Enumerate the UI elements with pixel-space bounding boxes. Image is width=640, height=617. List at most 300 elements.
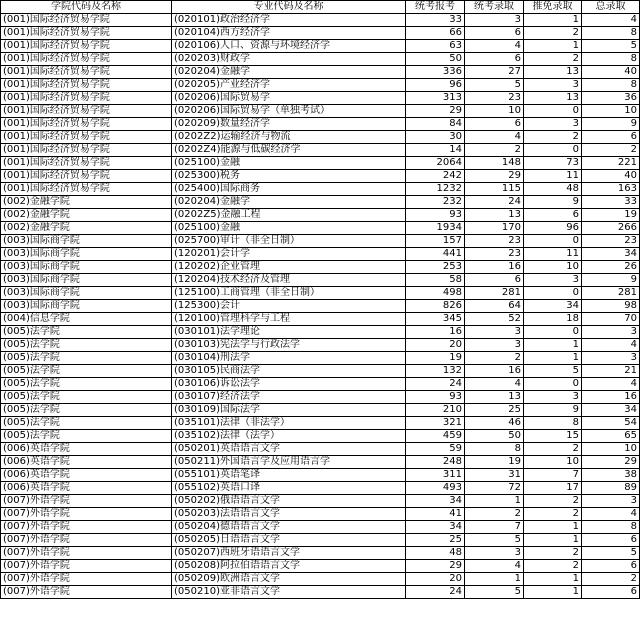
exam-applicants-cell: 59 (406, 443, 465, 456)
table-row (1, 79, 640, 92)
exam-admitted-cell: 170 (465, 222, 524, 235)
recommended-admitted-cell: 18 (524, 313, 582, 326)
major-cell: (035102)法律（法学） (172, 430, 406, 443)
college-cell: (007)外语学院 (1, 534, 172, 547)
total-admitted-cell: 10 (582, 443, 640, 456)
total-admitted-cell: 9 (582, 118, 640, 131)
header-major: 专业代码及名称 (172, 1, 406, 14)
recommended-admitted-cell: 2 (524, 443, 582, 456)
exam-admitted-cell: 3 (465, 547, 524, 560)
major-cell: (050209)欧洲语言文学 (172, 573, 406, 586)
college-cell: (005)法学院 (1, 404, 172, 417)
table-row (1, 443, 640, 456)
table-row (1, 534, 640, 547)
total-admitted-cell: 98 (582, 300, 640, 313)
college-cell: (005)法学院 (1, 378, 172, 391)
total-admitted-cell: 3 (582, 495, 640, 508)
exam-admitted-cell: 25 (465, 404, 524, 417)
table-row (1, 469, 640, 482)
major-cell: (050205)日语语言文学 (172, 534, 406, 547)
table-row (1, 131, 640, 144)
table-row (1, 547, 640, 560)
exam-applicants-cell: 345 (406, 313, 465, 326)
major-cell: (050211)外国语言学及应用语言学 (172, 456, 406, 469)
exam-admitted-cell: 50 (465, 430, 524, 443)
college-cell: (004)信息学院 (1, 313, 172, 326)
college-cell: (001)国际经济贸易学院 (1, 53, 172, 66)
major-cell: (020204)金融学 (172, 196, 406, 209)
exam-applicants-cell: 311 (406, 469, 465, 482)
exam-applicants-cell: 24 (406, 586, 465, 599)
exam-admitted-cell: 13 (465, 391, 524, 404)
total-admitted-cell: 38 (582, 469, 640, 482)
total-admitted-cell: 40 (582, 170, 640, 183)
total-admitted-cell: 2 (582, 144, 640, 157)
college-cell: (007)外语学院 (1, 495, 172, 508)
total-admitted-cell: 9 (582, 274, 640, 287)
exam-admitted-cell: 5 (465, 79, 524, 92)
exam-admitted-cell: 13 (465, 209, 524, 222)
exam-applicants-cell: 63 (406, 40, 465, 53)
exam-admitted-cell: 6 (465, 118, 524, 131)
recommended-admitted-cell: 1 (524, 521, 582, 534)
college-cell: (005)法学院 (1, 326, 172, 339)
total-admitted-cell: 34 (582, 248, 640, 261)
exam-applicants-cell: 19 (406, 352, 465, 365)
table-row (1, 157, 640, 170)
table-row (1, 248, 640, 261)
exam-applicants-cell: 41 (406, 508, 465, 521)
recommended-admitted-cell: 1 (524, 339, 582, 352)
major-cell: (120204)技术经济及管理 (172, 274, 406, 287)
major-cell: (050207)西班牙语语言文学 (172, 547, 406, 560)
recommended-admitted-cell: 0 (524, 235, 582, 248)
exam-admitted-cell: 3 (465, 326, 524, 339)
recommended-admitted-cell: 34 (524, 300, 582, 313)
major-cell: (050210)亚非语言文学 (172, 586, 406, 599)
major-cell: (025100)金融 (172, 222, 406, 235)
recommended-admitted-cell: 3 (524, 118, 582, 131)
major-cell: (025700)审计（非全日制） (172, 235, 406, 248)
exam-applicants-cell: 50 (406, 53, 465, 66)
table-row (1, 456, 640, 469)
recommended-admitted-cell: 11 (524, 170, 582, 183)
major-cell: (050202)俄语语言文学 (172, 495, 406, 508)
exam-admitted-cell: 10 (465, 105, 524, 118)
exam-admitted-cell: 24 (465, 196, 524, 209)
table-row (1, 404, 640, 417)
exam-applicants-cell: 24 (406, 378, 465, 391)
table-row (1, 339, 640, 352)
total-admitted-cell: 281 (582, 287, 640, 300)
college-cell: (007)外语学院 (1, 560, 172, 573)
recommended-admitted-cell: 3 (524, 79, 582, 92)
exam-applicants-cell: 336 (406, 66, 465, 79)
exam-admitted-cell: 16 (465, 261, 524, 274)
exam-admitted-cell: 64 (465, 300, 524, 313)
major-cell: (0202Z4)能源与低碳经济学 (172, 144, 406, 157)
major-cell: (030101)法学理论 (172, 326, 406, 339)
table-row (1, 573, 640, 586)
total-admitted-cell: 8 (582, 27, 640, 40)
exam-applicants-cell: 96 (406, 79, 465, 92)
exam-applicants-cell: 493 (406, 482, 465, 495)
college-cell: (005)法学院 (1, 365, 172, 378)
table-row (1, 430, 640, 443)
exam-applicants-cell: 253 (406, 261, 465, 274)
college-cell: (007)外语学院 (1, 586, 172, 599)
recommended-admitted-cell: 7 (524, 469, 582, 482)
exam-applicants-cell: 29 (406, 560, 465, 573)
major-cell: (020206)国际贸易学 (172, 92, 406, 105)
table-row (1, 352, 640, 365)
recommended-admitted-cell: 1 (524, 352, 582, 365)
recommended-admitted-cell: 13 (524, 92, 582, 105)
exam-applicants-cell: 132 (406, 365, 465, 378)
exam-admitted-cell: 23 (465, 235, 524, 248)
total-admitted-cell: 21 (582, 365, 640, 378)
recommended-admitted-cell: 0 (524, 326, 582, 339)
exam-admitted-cell: 31 (465, 469, 524, 482)
table-row (1, 508, 640, 521)
exam-applicants-cell: 33 (406, 14, 465, 27)
table-row (1, 378, 640, 391)
major-cell: (025400)国际商务 (172, 183, 406, 196)
college-cell: (003)国际商学院 (1, 274, 172, 287)
table-row (1, 53, 640, 66)
college-cell: (001)国际经济贸易学院 (1, 170, 172, 183)
table-row (1, 144, 640, 157)
table-row (1, 40, 640, 53)
table-row (1, 27, 640, 40)
total-admitted-cell: 89 (582, 482, 640, 495)
exam-applicants-cell: 459 (406, 430, 465, 443)
recommended-admitted-cell: 5 (524, 365, 582, 378)
exam-admitted-cell: 2 (465, 508, 524, 521)
exam-applicants-cell: 826 (406, 300, 465, 313)
total-admitted-cell: 4 (582, 339, 640, 352)
total-admitted-cell: 34 (582, 404, 640, 417)
total-admitted-cell: 65 (582, 430, 640, 443)
college-cell: (001)国际经济贸易学院 (1, 183, 172, 196)
exam-admitted-cell: 5 (465, 534, 524, 547)
major-cell: (050203)法语语言文学 (172, 508, 406, 521)
exam-admitted-cell: 4 (465, 40, 524, 53)
recommended-admitted-cell: 17 (524, 482, 582, 495)
college-cell: (001)国际经济贸易学院 (1, 79, 172, 92)
college-cell: (002)金融学院 (1, 209, 172, 222)
major-cell: (030109)国际法学 (172, 404, 406, 417)
recommended-admitted-cell: 1 (524, 40, 582, 53)
recommended-admitted-cell: 3 (524, 274, 582, 287)
recommended-admitted-cell: 15 (524, 430, 582, 443)
exam-applicants-cell: 84 (406, 118, 465, 131)
exam-applicants-cell: 14 (406, 144, 465, 157)
major-cell: (025100)金融 (172, 157, 406, 170)
recommended-admitted-cell: 10 (524, 261, 582, 274)
table-row (1, 417, 640, 430)
exam-admitted-cell: 3 (465, 339, 524, 352)
exam-applicants-cell: 2064 (406, 157, 465, 170)
college-cell: (003)国际商学院 (1, 261, 172, 274)
total-admitted-cell: 6 (582, 534, 640, 547)
major-cell: (055101)英语笔译 (172, 469, 406, 482)
total-admitted-cell: 5 (582, 40, 640, 53)
total-admitted-cell: 40 (582, 66, 640, 79)
exam-admitted-cell: 2 (465, 352, 524, 365)
college-cell: (001)国际经济贸易学院 (1, 144, 172, 157)
header-total-admitted: 总录取 (582, 1, 640, 14)
total-admitted-cell: 23 (582, 235, 640, 248)
table-row (1, 261, 640, 274)
major-cell: (0202Z5)金融工程 (172, 209, 406, 222)
exam-admitted-cell: 52 (465, 313, 524, 326)
exam-admitted-cell: 16 (465, 365, 524, 378)
exam-admitted-cell: 6 (465, 274, 524, 287)
total-admitted-cell: 6 (582, 586, 640, 599)
table-row (1, 235, 640, 248)
total-admitted-cell: 5 (582, 547, 640, 560)
college-cell: (002)金融学院 (1, 222, 172, 235)
exam-applicants-cell: 1934 (406, 222, 465, 235)
college-cell: (005)法学院 (1, 391, 172, 404)
total-admitted-cell: 8 (582, 521, 640, 534)
total-admitted-cell: 10 (582, 105, 640, 118)
college-cell: (007)外语学院 (1, 573, 172, 586)
recommended-admitted-cell: 8 (524, 417, 582, 430)
major-cell: (125300)会计 (172, 300, 406, 313)
recommended-admitted-cell: 9 (524, 196, 582, 209)
college-cell: (006)英语学院 (1, 469, 172, 482)
major-cell: (030106)诉讼法学 (172, 378, 406, 391)
recommended-admitted-cell: 1 (524, 534, 582, 547)
total-admitted-cell: 33 (582, 196, 640, 209)
table-row (1, 105, 640, 118)
major-cell: (030105)民商法学 (172, 365, 406, 378)
table-row (1, 495, 640, 508)
table-row (1, 183, 640, 196)
exam-applicants-cell: 248 (406, 456, 465, 469)
college-cell: (006)英语学院 (1, 482, 172, 495)
college-cell: (003)国际商学院 (1, 300, 172, 313)
exam-applicants-cell: 20 (406, 573, 465, 586)
major-cell: (020101)政治经济学 (172, 14, 406, 27)
exam-applicants-cell: 242 (406, 170, 465, 183)
exam-admitted-cell: 1 (465, 495, 524, 508)
exam-applicants-cell: 34 (406, 495, 465, 508)
exam-applicants-cell: 1232 (406, 183, 465, 196)
exam-applicants-cell: 93 (406, 391, 465, 404)
total-admitted-cell: 266 (582, 222, 640, 235)
header-exam-applicants: 统考报考 (406, 1, 465, 14)
major-cell: (030104)刑法学 (172, 352, 406, 365)
recommended-admitted-cell: 73 (524, 157, 582, 170)
table-row (1, 560, 640, 573)
table-row (1, 170, 640, 183)
exam-applicants-cell: 441 (406, 248, 465, 261)
table-body (1, 14, 640, 599)
exam-admitted-cell: 3 (465, 14, 524, 27)
major-cell: (120201)会计学 (172, 248, 406, 261)
table-row (1, 521, 640, 534)
college-cell: (001)国际经济贸易学院 (1, 14, 172, 27)
table-row (1, 209, 640, 222)
exam-admitted-cell: 4 (465, 560, 524, 573)
recommended-admitted-cell: 2 (524, 53, 582, 66)
recommended-admitted-cell: 2 (524, 27, 582, 40)
college-cell: (001)国际经济贸易学院 (1, 40, 172, 53)
recommended-admitted-cell: 9 (524, 404, 582, 417)
total-admitted-cell: 36 (582, 92, 640, 105)
table-row (1, 66, 640, 79)
total-admitted-cell: 4 (582, 14, 640, 27)
exam-applicants-cell: 29 (406, 105, 465, 118)
total-admitted-cell: 29 (582, 456, 640, 469)
recommended-admitted-cell: 2 (524, 508, 582, 521)
total-admitted-cell: 4 (582, 508, 640, 521)
total-admitted-cell: 8 (582, 79, 640, 92)
recommended-admitted-cell: 48 (524, 183, 582, 196)
exam-admitted-cell: 72 (465, 482, 524, 495)
major-cell: (020204)金融学 (172, 66, 406, 79)
major-cell: (050201)英语语言文学 (172, 443, 406, 456)
college-cell: (001)国际经济贸易学院 (1, 105, 172, 118)
total-admitted-cell: 16 (582, 391, 640, 404)
college-cell: (003)国际商学院 (1, 235, 172, 248)
college-cell: (003)国际商学院 (1, 287, 172, 300)
exam-admitted-cell: 2 (465, 144, 524, 157)
recommended-admitted-cell: 6 (524, 209, 582, 222)
total-admitted-cell: 8 (582, 53, 640, 66)
table-row (1, 118, 640, 131)
total-admitted-cell: 54 (582, 417, 640, 430)
exam-admitted-cell: 29 (465, 170, 524, 183)
exam-applicants-cell: 313 (406, 92, 465, 105)
exam-admitted-cell: 46 (465, 417, 524, 430)
table-row (1, 391, 640, 404)
exam-admitted-cell: 7 (465, 521, 524, 534)
total-admitted-cell: 3 (582, 352, 640, 365)
exam-admitted-cell: 281 (465, 287, 524, 300)
recommended-admitted-cell: 1 (524, 586, 582, 599)
college-cell: (005)法学院 (1, 430, 172, 443)
college-cell: (002)金融学院 (1, 196, 172, 209)
college-cell: (006)英语学院 (1, 443, 172, 456)
header-college: 学院代码及名称 (1, 1, 172, 14)
exam-admitted-cell: 6 (465, 27, 524, 40)
college-cell: (007)外语学院 (1, 547, 172, 560)
total-admitted-cell: 2 (582, 573, 640, 586)
college-cell: (001)国际经济贸易学院 (1, 66, 172, 79)
exam-admitted-cell: 5 (465, 586, 524, 599)
exam-admitted-cell: 4 (465, 378, 524, 391)
exam-admitted-cell: 6 (465, 53, 524, 66)
major-cell: (050204)德语语言文学 (172, 521, 406, 534)
college-cell: (001)国际经济贸易学院 (1, 157, 172, 170)
table-row (1, 300, 640, 313)
major-cell: (025300)税务 (172, 170, 406, 183)
exam-applicants-cell: 48 (406, 547, 465, 560)
recommended-admitted-cell: 0 (524, 378, 582, 391)
exam-applicants-cell: 93 (406, 209, 465, 222)
college-cell: (007)外语学院 (1, 521, 172, 534)
recommended-admitted-cell: 2 (524, 547, 582, 560)
major-cell: (125100)工商管理（非全日制） (172, 287, 406, 300)
header-exam-admitted: 统考录取 (465, 1, 524, 14)
exam-applicants-cell: 321 (406, 417, 465, 430)
total-admitted-cell: 221 (582, 157, 640, 170)
total-admitted-cell: 3 (582, 326, 640, 339)
total-admitted-cell: 70 (582, 313, 640, 326)
exam-admitted-cell: 19 (465, 456, 524, 469)
college-cell: (001)国际经济贸易学院 (1, 27, 172, 40)
recommended-admitted-cell: 0 (524, 144, 582, 157)
exam-applicants-cell: 58 (406, 274, 465, 287)
college-cell: (006)英语学院 (1, 456, 172, 469)
exam-applicants-cell: 157 (406, 235, 465, 248)
college-cell: (005)法学院 (1, 352, 172, 365)
exam-applicants-cell: 66 (406, 27, 465, 40)
total-admitted-cell: 163 (582, 183, 640, 196)
table-row (1, 482, 640, 495)
recommended-admitted-cell: 3 (524, 391, 582, 404)
recommended-admitted-cell: 1 (524, 573, 582, 586)
exam-applicants-cell: 34 (406, 521, 465, 534)
total-admitted-cell: 6 (582, 560, 640, 573)
recommended-admitted-cell: 2 (524, 495, 582, 508)
major-cell: (020104)西方经济学 (172, 27, 406, 40)
exam-applicants-cell: 232 (406, 196, 465, 209)
major-cell: (0202Z2)运输经济与物流 (172, 131, 406, 144)
exam-admitted-cell: 1 (465, 573, 524, 586)
major-cell: (020203)财政学 (172, 53, 406, 66)
college-cell: (007)外语学院 (1, 508, 172, 521)
major-cell: (055102)英语口译 (172, 482, 406, 495)
table-row (1, 326, 640, 339)
recommended-admitted-cell: 0 (524, 287, 582, 300)
table-row (1, 313, 640, 326)
major-cell: (035101)法律（非法学） (172, 417, 406, 430)
exam-applicants-cell: 20 (406, 339, 465, 352)
table-row (1, 222, 640, 235)
exam-applicants-cell: 210 (406, 404, 465, 417)
college-cell: (001)国际经济贸易学院 (1, 131, 172, 144)
college-cell: (005)法学院 (1, 417, 172, 430)
exam-admitted-cell: 8 (465, 443, 524, 456)
major-cell: (030103)宪法学与行政法学 (172, 339, 406, 352)
recommended-admitted-cell: 96 (524, 222, 582, 235)
major-cell: (120202)企业管理 (172, 261, 406, 274)
college-cell: (005)法学院 (1, 339, 172, 352)
table-row (1, 92, 640, 105)
recommended-admitted-cell: 10 (524, 456, 582, 469)
college-cell: (001)国际经济贸易学院 (1, 118, 172, 131)
recommended-admitted-cell: 11 (524, 248, 582, 261)
major-cell: (120100)管理科学与工程 (172, 313, 406, 326)
exam-applicants-cell: 16 (406, 326, 465, 339)
table-row (1, 287, 640, 300)
major-cell: (020106)人口、资源与环境经济学 (172, 40, 406, 53)
total-admitted-cell: 26 (582, 261, 640, 274)
exam-applicants-cell: 498 (406, 287, 465, 300)
exam-admitted-cell: 23 (465, 248, 524, 261)
recommended-admitted-cell: 1 (524, 14, 582, 27)
table-row (1, 586, 640, 599)
exam-admitted-cell: 23 (465, 92, 524, 105)
college-cell: (001)国际经济贸易学院 (1, 92, 172, 105)
total-admitted-cell: 6 (582, 131, 640, 144)
recommended-admitted-cell: 2 (524, 131, 582, 144)
